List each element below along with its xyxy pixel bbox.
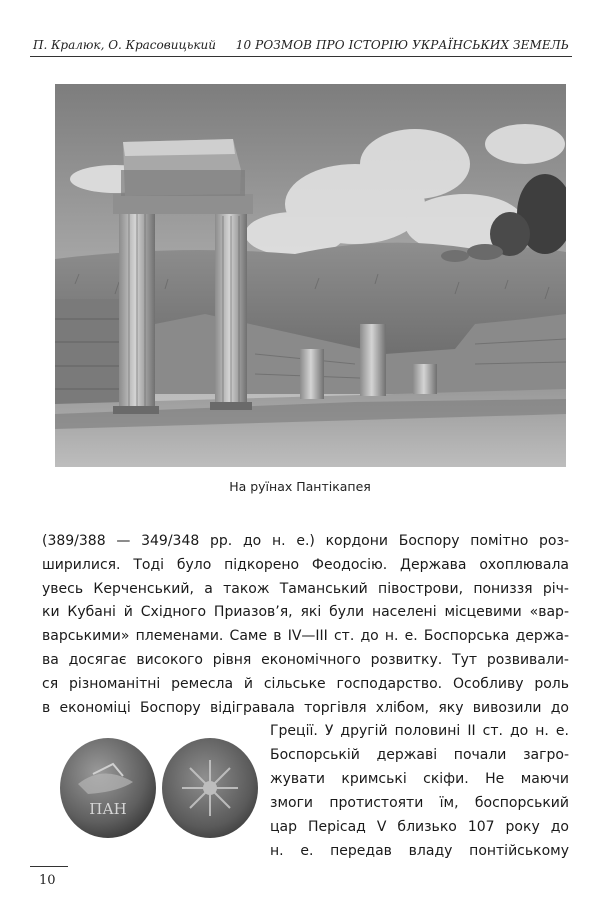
text-line: ся різноманітні ремесла й сільське господарство. Особливу роль: [42, 676, 569, 692]
footer-rule: [30, 866, 68, 867]
figure-caption: На руїнах Пантікапея: [229, 479, 371, 494]
panticapaeum-ruins-photo: [55, 84, 566, 467]
header-authors: П. Кралюк, О. Красовицький: [33, 38, 216, 52]
page-number: 10: [39, 873, 56, 888]
text-line: цар Перісад V близько 107 року до: [270, 819, 569, 835]
text-line: в економіці Боспору відігравала торгівля хлібом, яку вивозили до: [42, 700, 569, 716]
text-line: увесь Керченський, а також Таманський півострови, пониззя річ-: [42, 581, 569, 597]
header-book-title: 10 РОЗМОВ ПРО ІСТОРІЮ УКРАЇНСЬКИХ ЗЕМЕЛЬ: [235, 38, 569, 52]
text-line: Греції. У другій половині II ст. до н. е.: [270, 723, 569, 739]
bosporan-coins-image: [58, 734, 260, 842]
text-line: ширилися. Тоді було підкорено Феодосію. Держава охоплювала: [42, 557, 569, 573]
text-line: жувати кримські скіфи. Не маючи: [270, 771, 569, 787]
text-line: ва досягає високого рівня економічного розвитку. Тут розвивали-: [42, 652, 569, 668]
running-header: [30, 36, 572, 56]
text-line: н. е. передав владу понтійському: [270, 843, 569, 859]
text-line: (389/388 — 349/348 рр. до н. е.) кордони Боспору помітно роз-: [42, 533, 569, 549]
text-line: варськими» племенами. Саме в IV—III ст. до н. е. Боспорська держа-: [42, 628, 569, 644]
header-rule: [30, 56, 572, 57]
text-line: ки Кубані й Східного Приазов’я, які були населені місцевими «вар-: [42, 604, 569, 620]
text-line: Боспорській державі почали загро-: [270, 747, 569, 763]
text-line: змоги протистояти їм, боспорський: [270, 795, 569, 811]
coin-legend: ПАН: [89, 800, 127, 818]
